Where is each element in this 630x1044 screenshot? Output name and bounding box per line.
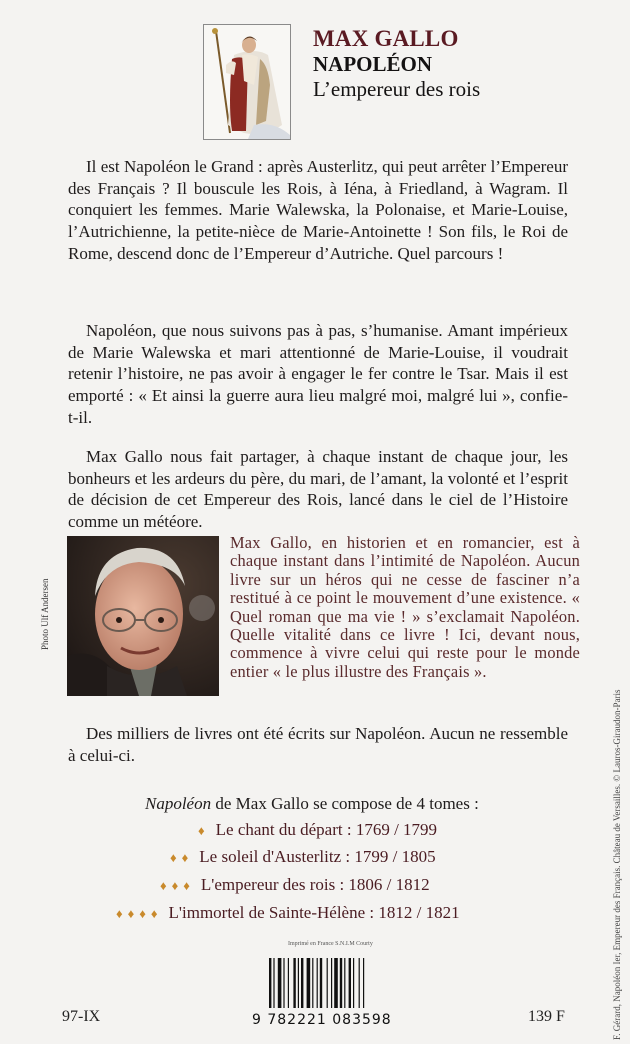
author-quote: Max Gallo, en historien et en romancier, est à chaque instant dans l’intimité de Napoléon. Aucun livre sur un héros qui ne cesse de fasciner n’a restitué à ce point le mouvement d’une existence. « Quel roman que ma vie ! » s’exclamait Napoléon. Quelle vitalité dans ce livre ! Ici, devant nous, commence à vivre celui qui reste pour le monde entier « le plus illustre des Français ». <box>230 533 580 681</box>
barcode-bar <box>344 958 345 1008</box>
author-photo <box>67 536 219 696</box>
cover-image-credit: F. Gérard, Napoléon Ier, Empereur des Français. Château de Versailles. © Lauros-Giraudon-Paris <box>612 689 622 1040</box>
barcode-bar <box>307 958 311 1008</box>
barcode-bar <box>269 958 271 1008</box>
bee-icon: ♦♦♦ <box>160 878 195 893</box>
barcode-bar <box>298 958 299 1008</box>
barcode-bar <box>288 958 289 1008</box>
barcode-bar <box>349 958 351 1008</box>
series-title-italic: Napoléon <box>145 794 212 813</box>
barcode-bar <box>331 958 332 1008</box>
author-name: MAX GALLO <box>313 26 459 51</box>
tome-label: Le soleil d'Austerlitz : 1799 / 1805 <box>199 847 436 866</box>
blurb-paragraph-2: Napoléon, que nous suivons pas à pas, s’humanise. Amant impérieux de Marie Walewska et mari attentionné de Marie-Louise, il voudrait retenir l’histoire, ne pas avoir à engager le fer contre le Tsar. Mais il est emporté : « Et ainsi la guerre aura lieu malgré moi, malgré lui », confie-t-il. <box>68 321 568 427</box>
tomes-intro-text: de Max Gallo se compose de 4 tomes : <box>211 794 479 813</box>
barcode-bar <box>301 958 303 1008</box>
barcode-bar <box>340 958 342 1008</box>
barcode-bar <box>278 958 282 1008</box>
barcode-bar <box>283 958 284 1008</box>
book-subtitle: L’empereur des rois <box>313 77 481 101</box>
blurb-paragraph-3: Max Gallo nous fait partager, à chaque instant de chaque jour, les bonheurs et les ardeurs du père, du mari, de l’amant, la volonté et l’esprit de décision de cet Empereur des Rois, lancé dans le ciel de l’Histoire comme un météore. <box>68 447 568 532</box>
book-series-title: NAPOLÉON <box>313 52 433 76</box>
author-portrait-illustration <box>67 536 219 696</box>
barcode-bar <box>293 958 295 1008</box>
barcode-bar <box>353 958 354 1008</box>
bee-icon: ♦ <box>198 823 210 838</box>
tome-item-2 <box>170 847 436 867</box>
tome-label: Le chant du départ : 1769 / 1799 <box>215 820 438 839</box>
tome-item-4 <box>116 903 460 923</box>
barcode-bar <box>312 958 313 1008</box>
tomes-intro <box>145 794 479 814</box>
price: 139 F <box>528 1008 565 1025</box>
printer-note: Imprimé en France S.N.I.M Courty <box>288 941 373 947</box>
tome-item-3 <box>160 875 430 895</box>
tome-label: L'immortel de Sainte-Hélène : 1812 / 1821 <box>168 903 460 922</box>
bee-icon: ♦♦♦♦ <box>116 906 163 921</box>
napoleon-portrait-image <box>203 24 291 140</box>
napoleon-portrait-illustration <box>204 25 290 139</box>
barcode-bar <box>363 958 364 1008</box>
barcode-bar <box>320 958 322 1008</box>
barcode-bar <box>359 958 360 1008</box>
blurb-paragraph-4: Des milliers de livres ont été écrits sur Napoléon. Aucun ne ressemble à celui-ci. <box>68 724 568 765</box>
catalog-code: 97-IX <box>62 1008 101 1025</box>
barcode-bar <box>334 958 338 1008</box>
bee-icon: ♦♦ <box>170 850 194 865</box>
tome-item-1 <box>198 820 437 840</box>
blurb-paragraph-1: Il est Napoléon le Grand : après Austerlitz, qui peut arrêter l’Empereur des Français ? Il bouscule les Rois, à Iéna, à Friedland, à Wagram. Il conquiert les femmes. Marie Walewska, la Polonaise, et Marie-Louise, l’Autrichienne, la petite-nièce de Marie-Antoinette ! Son fils, le Roi de Rome, descend donc de l’Empereur d’Autriche. Quel parcours ! <box>68 157 568 263</box>
photo-credit: Photo Ulf Andersen <box>40 578 50 650</box>
barcode-bar <box>273 958 274 1008</box>
tome-label: L'empereur des rois : 1806 / 1812 <box>200 875 430 894</box>
barcode-bar <box>317 958 318 1008</box>
isbn-number: 9 782221 083598 <box>252 1012 392 1028</box>
barcode-bar <box>327 958 328 1008</box>
barcode <box>265 958 395 1016</box>
